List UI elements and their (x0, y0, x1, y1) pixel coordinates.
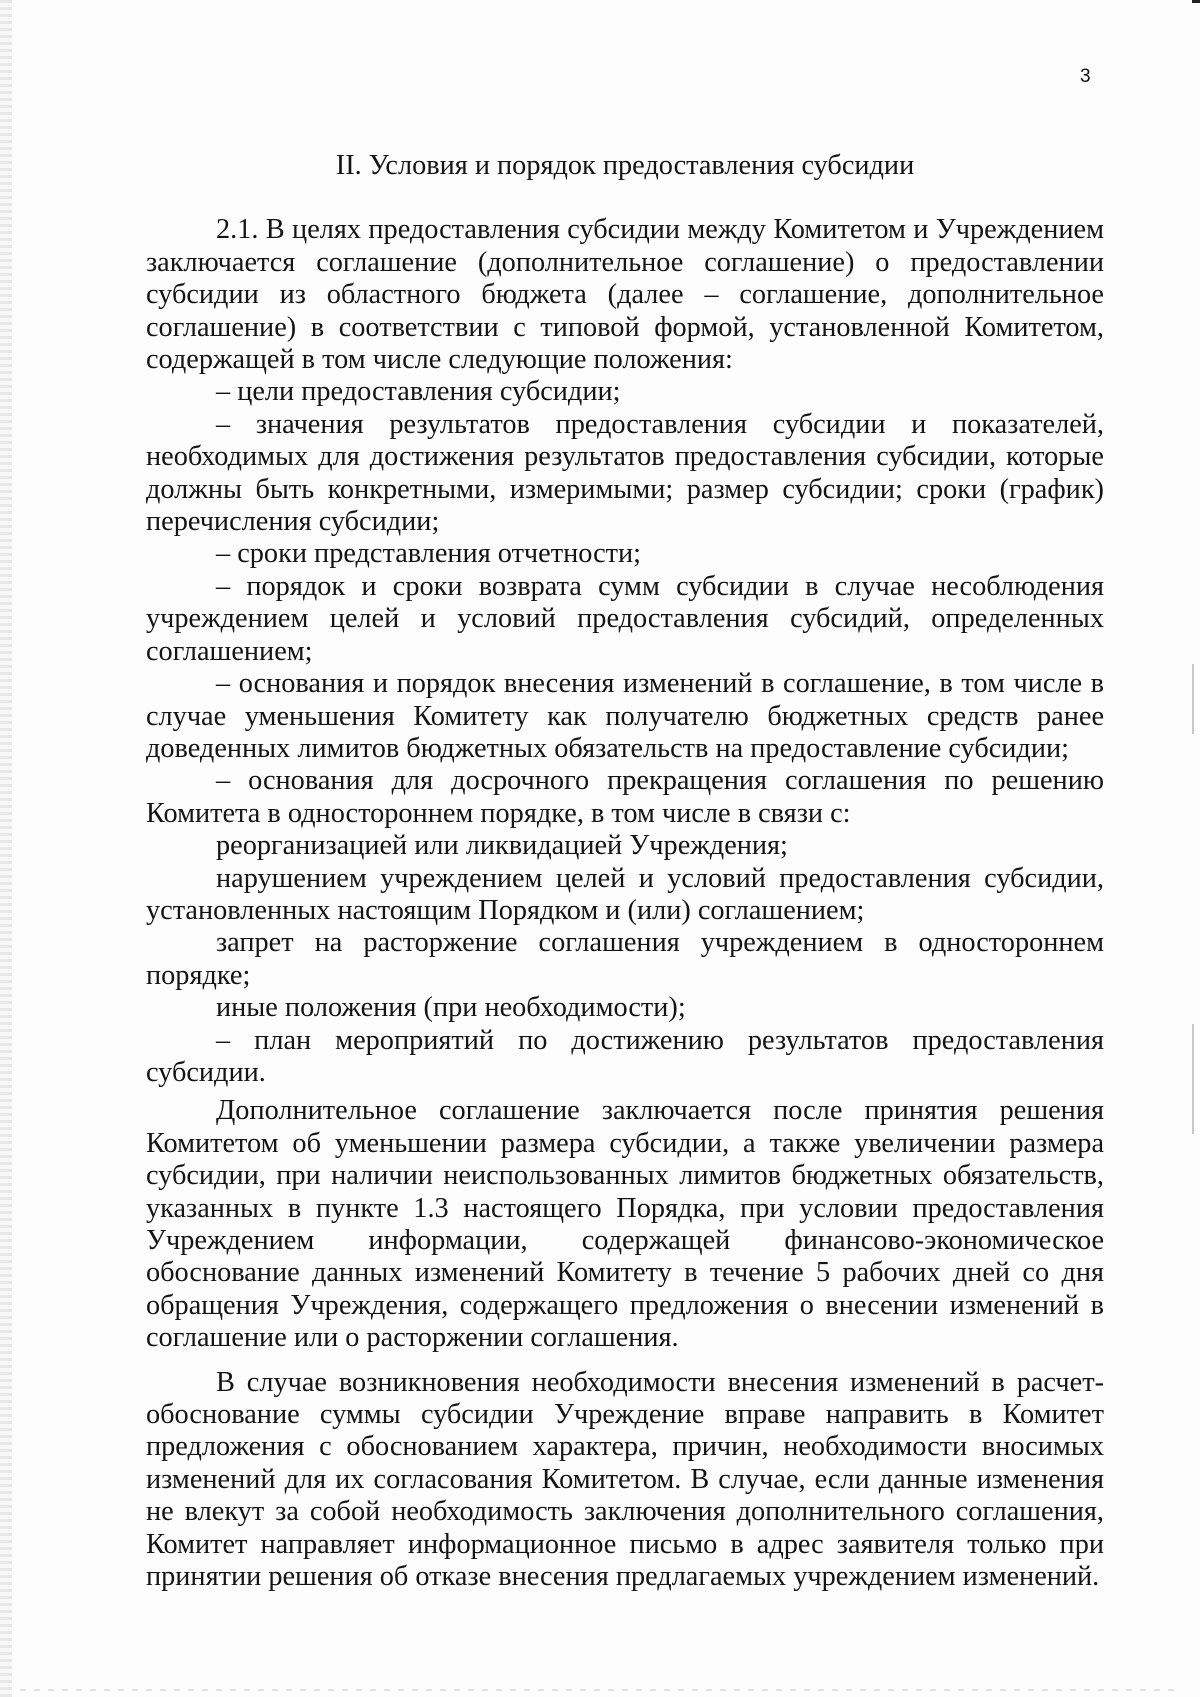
page-number: 3 (1080, 66, 1091, 87)
sub-item: реорганизацией или ликвидацией Учреждения; (216, 830, 788, 862)
scan-left-edge (0, 0, 12, 1697)
scan-corner-mark (1192, 0, 1200, 3)
list-item: – цели предоставления субсидии; (216, 376, 621, 408)
scan-margin-mark (1192, 1024, 1194, 1134)
paragraph: В случае возникновения необходимости внесения изменений в расчет-обоснование суммы субсидии Учреждение вправе направить в Комитет предложения с обоснованием характера, причин, необходимости вносимых изменений для их согласования Комитетом. В случае, если данные изменения не влекут за собой необходимость заключения дополнительного соглашения, Комитет направляет информационное письмо в адрес заявителя только при принятии решения об отказе внесения предлагаемых учреждением изменений. (146, 1366, 1104, 1593)
paragraph: Дополнительное соглашение заключается после принятия решения Комитетом об уменьшении размера субсидии, а также увеличении размера субсидии, при наличии неиспользованных лимитов бюджетных обязательств, указанных в пункте 1.3 настоящего Порядка, при условии предоставления Учреждением информации, содержащей финансово-экономическое обоснование данных изменений Комитету в течение 5 рабочих дней со дня обращения Учреждения, содержащего предложения о внесении изменений в соглашение или о расторжении соглашения. (146, 1095, 1104, 1354)
section-heading: II. Условия и порядок предоставления субсидии (335, 150, 915, 181)
list-item: – план мероприятий по достижению результатов предоставления субсидии. (146, 1024, 1104, 1088)
document-body (146, 150, 1104, 1593)
list-item: – основания для досрочного прекращения соглашения по решению Комитета в одностороннем порядке, в том числе в связи с: (146, 765, 1104, 829)
sub-item: иные положения (при необходимости); (216, 992, 686, 1024)
list-item: – порядок и сроки возврата сумм субсидии в случае несоблюдения учреждением целей и условий предоставления субсидий, определенных соглашением; (146, 570, 1104, 667)
scan-bottom-edge (20, 1689, 1180, 1691)
sub-item: запрет на расторжение соглашения учреждением в одностороннем порядке; (146, 927, 1104, 991)
list-item: – значения результатов предоставления субсидии и показателей, необходимых для достижения результатов предоставления субсидии, которые должны быть конкретными, измеримыми; размер субсидии; сроки (график) перечисления субсидии; (146, 408, 1104, 538)
list-item: – основания и порядок внесения изменений в соглашение, в том числе в случае уменьшения Комитету как получателю бюджетных средств ранее доведенных лимитов бюджетных обязательств на предоставление субсидии; (146, 668, 1104, 764)
sub-item: нарушением учреждением целей и условий предоставления субсидии, установленных настоящим Порядком и (или) соглашением; (146, 862, 1104, 926)
list-item: – сроки представления отчетности; (216, 538, 642, 570)
scan-margin-mark (1192, 664, 1194, 734)
paragraph: 2.1. В целях предоставления субсидии между Комитетом и Учреждением заключается соглашение (дополнительное соглашение) о предоставлении субсидии из областного бюджета (далее – соглашение, дополнительное соглашение) в соответствии с типовой формой, установленной Комитетом, содержащей в том числе следующие положения: (146, 214, 1104, 376)
